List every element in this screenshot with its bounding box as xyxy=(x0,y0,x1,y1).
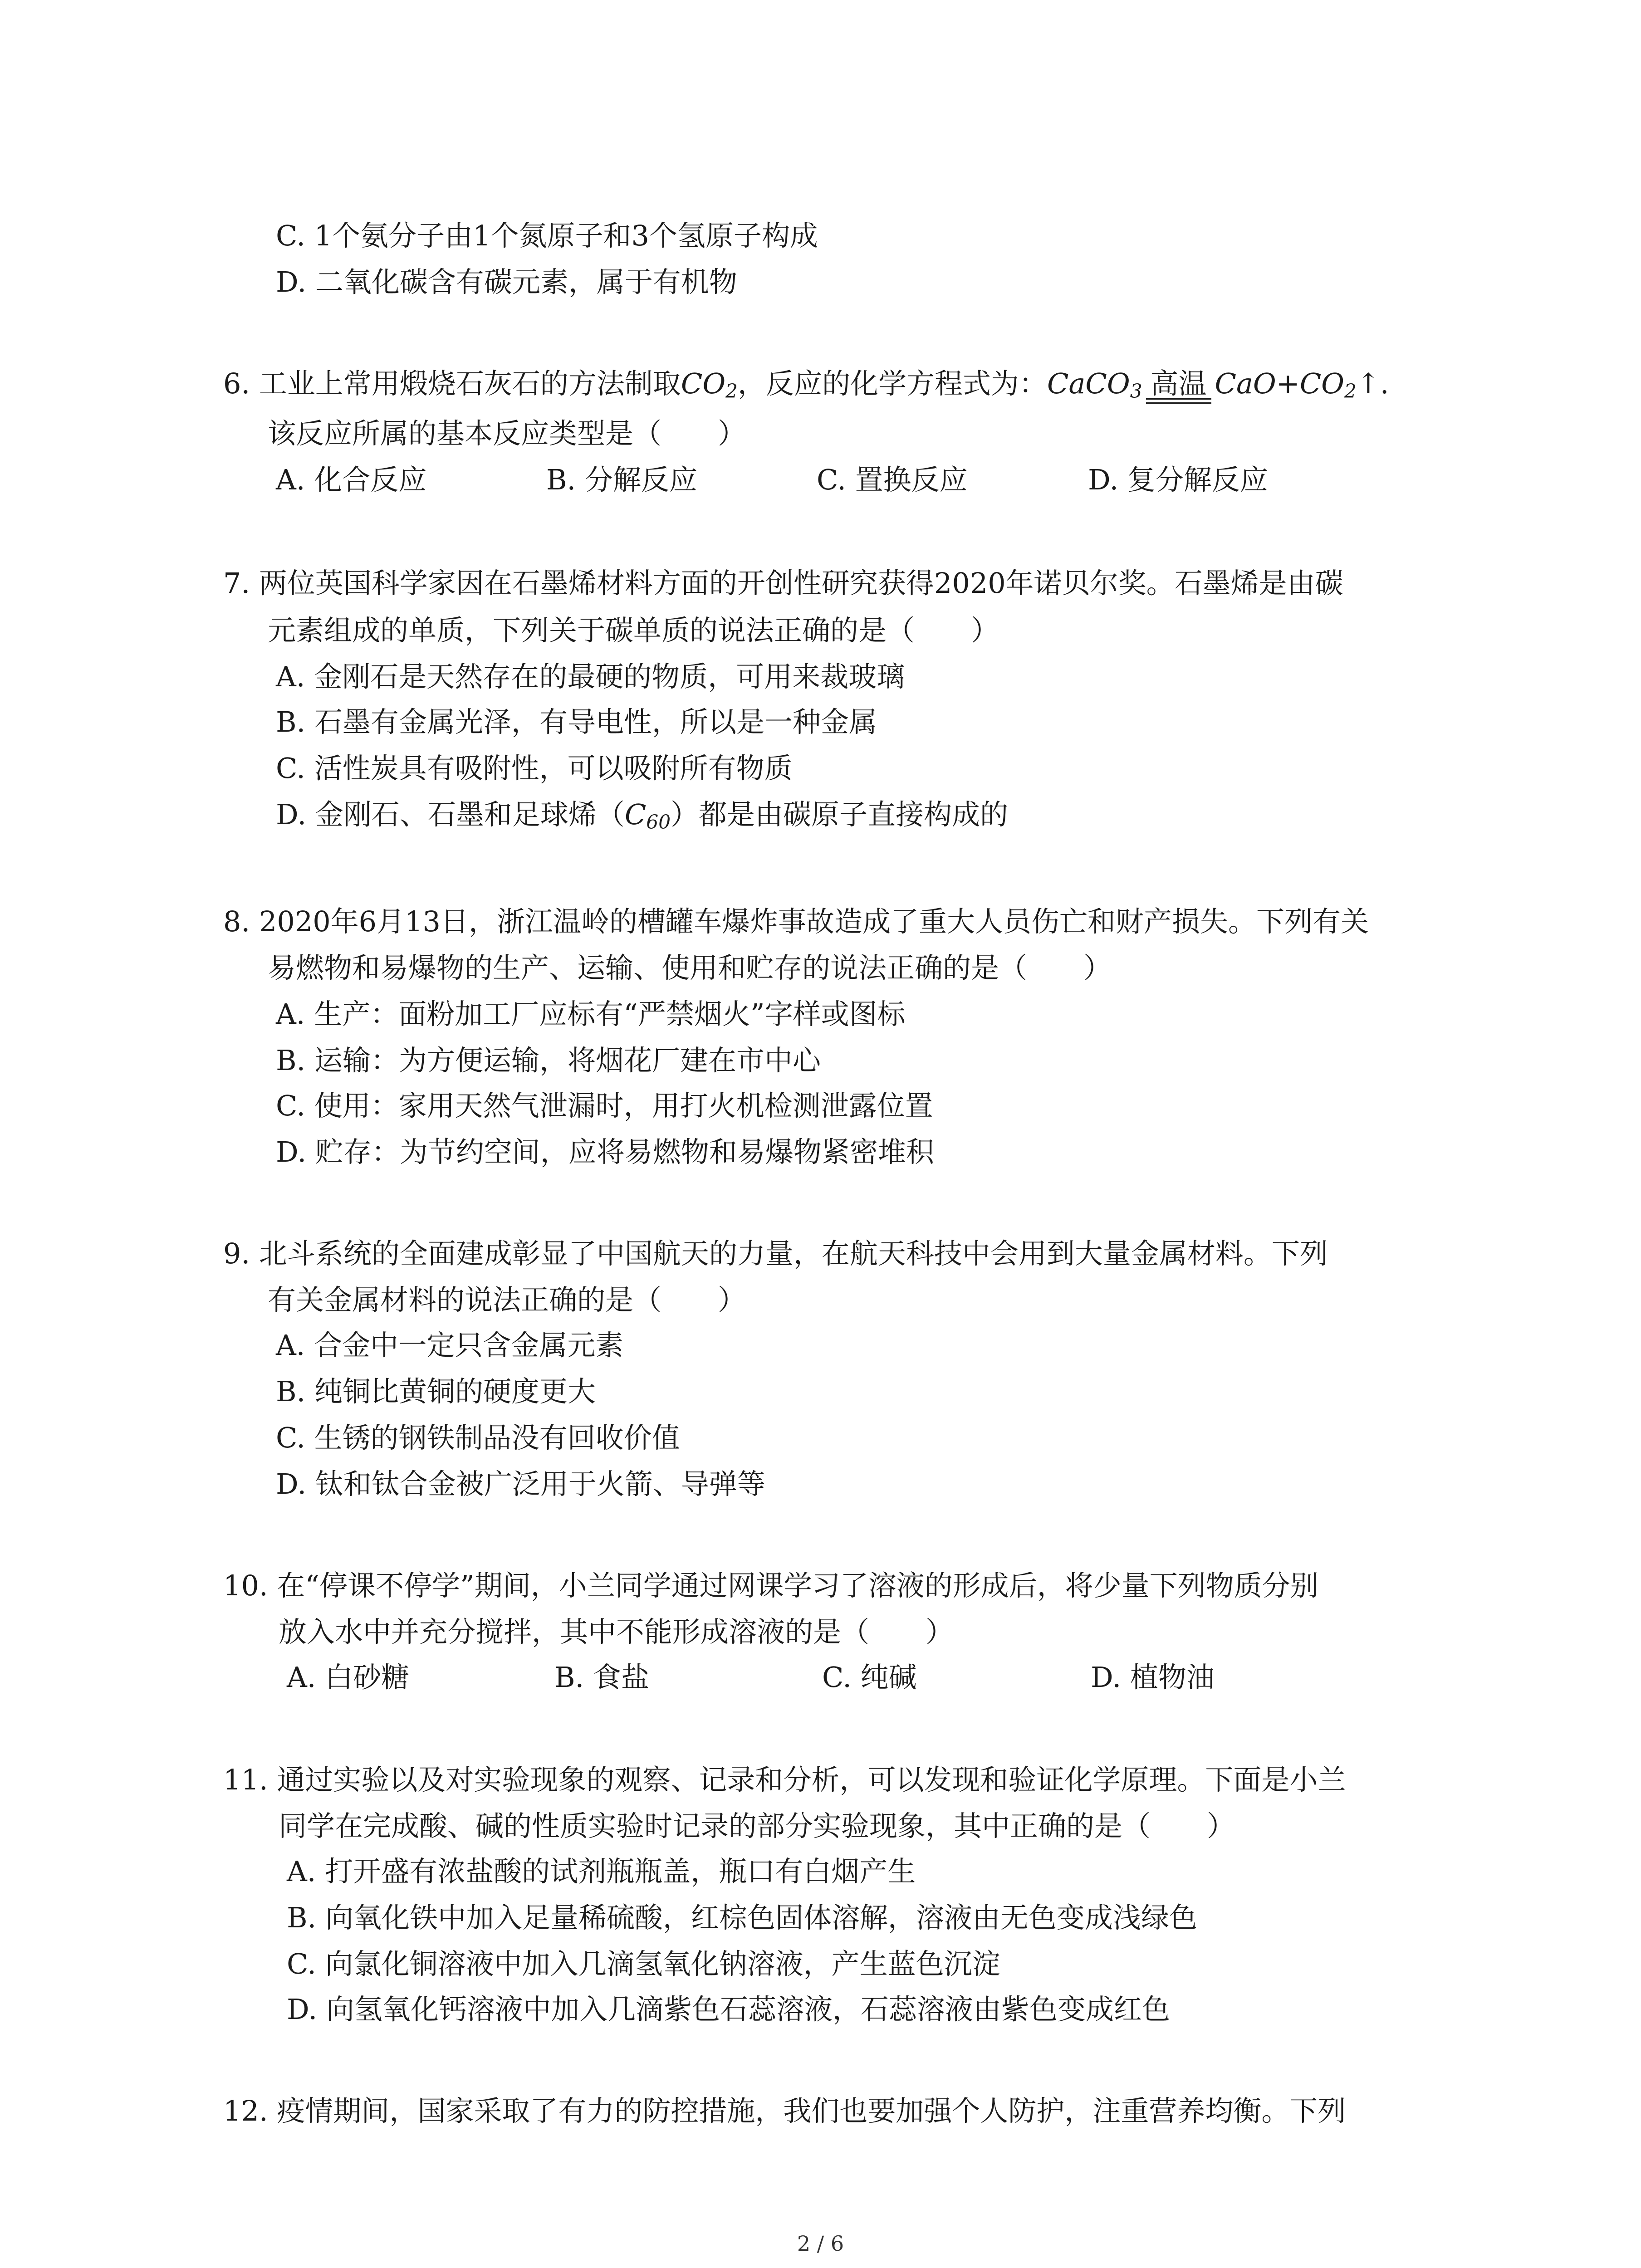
q10-option: C. 纯碱 xyxy=(822,1661,917,1694)
q9-text: 北斗系统的全面建成彰显了中国航天的力量，在航天科技中会用到大量金属材料。下列 xyxy=(259,1237,1328,1270)
q5-option-c: C. 1个氨分子由1个氮原子和3个氢原子构成 xyxy=(276,219,818,252)
q10-line-1 xyxy=(223,1568,1318,1604)
page-number: 2 / 6 xyxy=(797,2231,844,2256)
q9-option-b: B. 纯铜比黄铜的硬度更大 xyxy=(276,1375,596,1408)
q8-line-1 xyxy=(223,904,1369,940)
q8-option-a: A. 生产：面粉加工厂应标有“严禁烟火”字样或图标 xyxy=(276,997,906,1031)
q6-option: C. 置换反应 xyxy=(817,463,968,496)
q11-option-b: B. 向氧化铁中加入足量稀硫酸，红棕色固体溶解，溶液由无色变成浅绿色 xyxy=(287,1901,1197,1934)
q10-line-2: 放入水中并充分搅拌，其中不能形成溶液的是（ ） xyxy=(279,1615,954,1648)
q11-option-c: C. 向氯化铜溶液中加入几滴氢氧化钠溶液，产生蓝色沉淀 xyxy=(287,1947,1000,1980)
q12-text: 疫情期间，国家采取了有力的防控措施，我们也要加强个人防护，注重营养均衡。下列 xyxy=(277,2094,1346,2127)
q6-reaction-condition: 高温 xyxy=(1146,366,1211,402)
q7-text: 两位英国科学家因在石墨烯材料方面的开创性研究获得2020年诺贝尔奖。石墨烯是由碳 xyxy=(259,567,1343,600)
q6-product-end: ↑. xyxy=(1356,367,1389,400)
q10-text: 在“停课不停学”期间，小兰同学通过网课学习了溶液的形成后，将少量下列物质分别 xyxy=(277,1569,1318,1602)
q11-option-d: D. 向氢氧化钙溶液中加入几滴紫色石蕊溶液，石蕊溶液由紫色变成红色 xyxy=(287,1993,1170,2026)
q7-line-2: 元素组成的单质，下列关于碳单质的说法正确的是（ ） xyxy=(268,614,999,647)
q9-line-2: 有关金属材料的说法正确的是（ ） xyxy=(268,1283,746,1316)
c60-formula: $C_{60}$ xyxy=(624,798,671,833)
q10-option: A. 白砂糖 xyxy=(287,1661,410,1694)
q5-option-d: D. 二氧化碳含有碳元素，属于有机物 xyxy=(276,265,737,298)
q7-option-b: B. 石墨有金属光泽，有导电性，所以是一种金属 xyxy=(276,705,877,738)
q8-option-c: C. 使用：家用天然气泄漏时，用打火机检测泄露位置 xyxy=(276,1089,933,1122)
q11-line-2: 同学在完成酸、碱的性质实验时记录的部分实验现象，其中正确的是（ ） xyxy=(279,1809,1235,1843)
q10-option: B. 食盐 xyxy=(554,1661,649,1694)
q10-option: D. 植物油 xyxy=(1091,1661,1215,1694)
q7-option-c: C. 活性炭具有吸附性，可以吸附所有物质 xyxy=(276,752,793,785)
q7-option-d: D. 金刚石、石墨和足球烯$(C_{60})$都是由碳原子直接构成的 xyxy=(276,798,1009,833)
q10-number: 10. xyxy=(223,1569,268,1602)
q6-text-a: 工业上常用煅烧石灰石的方法制取 xyxy=(259,367,681,400)
q11-text: 通过实验以及对实验现象的观察、记录和分析，可以发现和验证化学原理。下面是小兰 xyxy=(277,1763,1346,1796)
q9-option-a: A. 合金中一定只含金属元素 xyxy=(276,1329,624,1362)
q6-reactant: CaCO$_3$ xyxy=(1047,367,1142,402)
q6-option: A. 化合反应 xyxy=(276,463,427,496)
q6-co2: $CO_2$ xyxy=(681,367,738,402)
q9-number: 9. xyxy=(223,1237,250,1270)
q7-number: 7. xyxy=(223,567,250,600)
q8-line-2: 易燃物和易爆物的生产、运输、使用和贮存的说法正确的是（ ） xyxy=(268,951,1112,984)
q11-option-a: A. 打开盛有浓盐酸的试剂瓶瓶盖，瓶口有白烟产生 xyxy=(287,1855,916,1888)
q9-option-d: D. 钛和钛合金被广泛用于火箭、导弹等 xyxy=(276,1467,765,1501)
q9-option-c: C. 生锈的钢铁制品没有回收价值 xyxy=(276,1421,680,1454)
q7-option-a: A. 金刚石是天然存在的最硬的物质，可用来裁玻璃 xyxy=(276,660,905,693)
q8-option-d: D. 贮存：为节约空间，应将易燃物和易爆物紧密堆积 xyxy=(276,1135,934,1168)
q6-number: 6. xyxy=(223,367,250,400)
q8-number: 8. xyxy=(223,905,250,938)
q11-line-1 xyxy=(223,1762,1346,1798)
q6-product: $CaO+CO_2$ xyxy=(1215,367,1357,402)
q6-option: D. 复分解反应 xyxy=(1088,463,1268,496)
q6-option: B. 分解反应 xyxy=(546,463,697,496)
q12-line-1 xyxy=(223,2093,1346,2129)
q8-option-b: B. 运输：为方便运输，将烟花厂建在市中心 xyxy=(276,1044,821,1077)
q6-line-2: 该反应所属的基本反应类型是（ ） xyxy=(268,417,746,450)
q12-number: 12. xyxy=(223,2094,268,2127)
q8-text: 2020年6月13日，浙江温岭的槽罐车爆炸事故造成了重大人员伤亡和财产损失。下列有关 xyxy=(259,905,1369,938)
q11-number: 11. xyxy=(223,1763,268,1796)
q6-line-1 xyxy=(223,366,1389,402)
q6-text-b: ，反应的化学方程式为： xyxy=(738,367,1048,400)
q9-line-1 xyxy=(223,1236,1328,1272)
q7-line-1 xyxy=(223,565,1343,601)
